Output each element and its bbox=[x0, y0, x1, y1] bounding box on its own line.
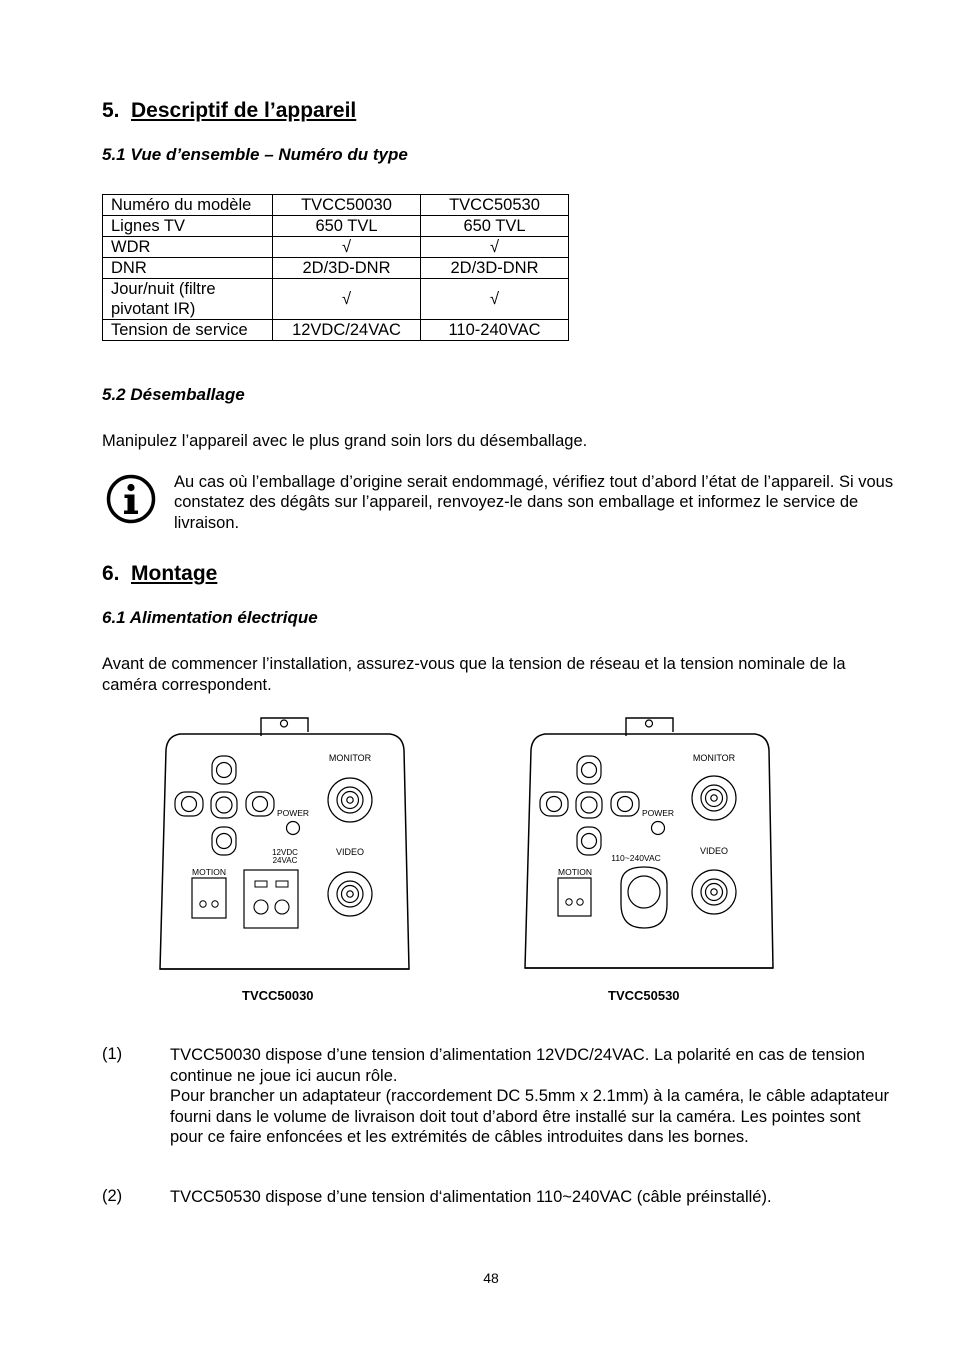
table-header-row bbox=[103, 195, 569, 216]
section-5-2-title: 5.2 Désemballage bbox=[102, 385, 245, 404]
table-row bbox=[103, 237, 569, 258]
unpacking-paragraph: Manipulez l’appareil avec le plus grand soin lors du désemballage. bbox=[102, 432, 588, 450]
monitor-label: MONITOR bbox=[692, 753, 736, 763]
info-icon bbox=[106, 474, 156, 524]
table-cell: √ bbox=[421, 237, 569, 258]
page-number: 48 bbox=[483, 1270, 499, 1286]
monitor-label: MONITOR bbox=[328, 753, 372, 763]
section-6-number: 6. bbox=[102, 562, 120, 585]
table-cell: 650 TVL bbox=[421, 216, 569, 237]
list-item-number: (2) bbox=[102, 1187, 123, 1205]
table-cell: √ bbox=[273, 279, 421, 320]
table-cell: TVCC50530 bbox=[421, 195, 569, 216]
table-cell: 650 TVL bbox=[273, 216, 421, 237]
table-cell: TVCC50030 bbox=[273, 195, 421, 216]
table-cell: √ bbox=[273, 237, 421, 258]
voltage-label-line1: 12VDC bbox=[272, 848, 298, 857]
table-cell: Lignes TV bbox=[103, 216, 273, 237]
list-item-number: (1) bbox=[102, 1045, 123, 1063]
table-cell: Jour/nuit (filtre pivotant IR) bbox=[103, 279, 273, 320]
voltage-label-line2: 24VAC bbox=[272, 856, 298, 865]
table-row bbox=[103, 216, 569, 237]
power-label: POWER bbox=[276, 808, 310, 818]
spec-table bbox=[102, 194, 569, 341]
motion-label: MOTION bbox=[192, 867, 226, 877]
section-5-number: 5. bbox=[102, 99, 120, 122]
table-cell: 2D/3D-DNR bbox=[421, 258, 569, 279]
section-6-heading bbox=[102, 562, 217, 586]
power-label: POWER bbox=[641, 808, 675, 818]
list-item-text: TVCC50530 dispose d’une tension d‘alimentation 110~240VAC (câble préinstallé). bbox=[170, 1188, 772, 1206]
figure-caption-left: TVCC50030 bbox=[242, 988, 314, 1003]
video-label: VIDEO bbox=[335, 847, 365, 857]
video-label: VIDEO bbox=[699, 846, 729, 856]
table-cell: 12VDC/24VAC bbox=[273, 320, 421, 341]
section-5-1-title: 5.1 Vue d’ensemble – Numéro du type bbox=[102, 145, 408, 164]
motion-label: MOTION bbox=[558, 867, 592, 877]
section-5-heading bbox=[102, 99, 356, 123]
table-row bbox=[103, 279, 569, 320]
table-cell: 2D/3D-DNR bbox=[273, 258, 421, 279]
voltage-label: 110~240VAC bbox=[611, 853, 661, 863]
table-cell: √ bbox=[421, 279, 569, 320]
table-cell: 110-240VAC bbox=[421, 320, 569, 341]
table-cell: DNR bbox=[103, 258, 273, 279]
table-row bbox=[103, 258, 569, 279]
section-5-title: Descriptif de l’appareil bbox=[131, 99, 357, 122]
table-cell: Numéro du modèle bbox=[103, 195, 273, 216]
table-cell: WDR bbox=[103, 237, 273, 258]
camera-rear-panel-tvcc50530 bbox=[523, 714, 777, 974]
list-item-text-continued: Pour brancher un adaptateur (raccordement DC 5.5mm x 2.1mm) à la caméra, le câble adaptateur fourni dans le volume de livraison doit tout d’abord être installé sur la caméra. Les pointes sont pour ce faire enfoncées et les extrémités de câbles introduites dans les bornes. bbox=[170, 1087, 890, 1146]
power-paragraph: Avant de commencer l’installation, assurez-vous que la tension de réseau et la tension nominale de la caméra correspondent. bbox=[102, 655, 846, 694]
info-note: Au cas où l’emballage d’origine serait endommagé, vérifiez tout d’abord l’état de l’appareil. Si vous constatez des dégâts sur l’appareil, renvoyez-le dans son emballage et informez le service de livraison. bbox=[174, 473, 894, 532]
list-item-text: TVCC50030 dispose d’une tension d’alimentation 12VDC/24VAC. La polarité en cas de tension continue ne joue ici aucun rôle. bbox=[170, 1046, 865, 1085]
table-cell: Tension de service bbox=[103, 320, 273, 341]
figure-caption-right: TVCC50530 bbox=[608, 988, 680, 1003]
list-item bbox=[170, 1045, 890, 1148]
camera-rear-panel-tvcc50030 bbox=[158, 714, 412, 974]
section-6-title: Montage bbox=[131, 562, 218, 585]
table-row bbox=[103, 320, 569, 341]
section-6-1-title: 6.1 Alimentation électrique bbox=[102, 608, 318, 627]
